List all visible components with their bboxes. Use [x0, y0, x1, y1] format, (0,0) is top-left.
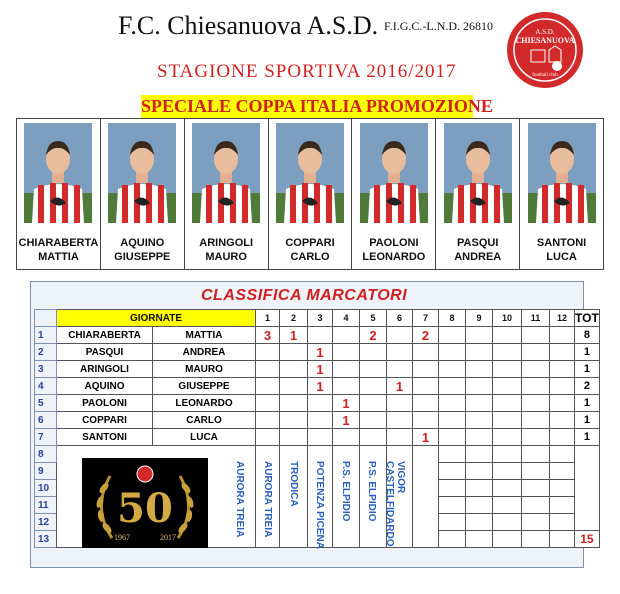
- goal-cell: [439, 327, 466, 344]
- goal-cell: 2: [413, 327, 439, 344]
- total-cell: 1: [575, 395, 600, 412]
- goal-cell: [413, 344, 439, 361]
- goal-cell: [522, 480, 550, 497]
- goal-cell: [493, 429, 522, 446]
- goal-cell: 1: [413, 429, 439, 446]
- goal-cell: [493, 378, 522, 395]
- player-card: [101, 119, 185, 269]
- goal-cell: [522, 531, 550, 548]
- opponent-label: AURORA TREIA: [234, 461, 245, 538]
- goal-cell: [522, 446, 550, 463]
- player-card: [352, 119, 436, 269]
- goal-cell: [387, 361, 413, 378]
- goal-cell: [387, 344, 413, 361]
- opponent-label: P.S. ELPIDIO: [366, 461, 377, 522]
- total-cell: 1: [575, 344, 600, 361]
- row-number: 10: [35, 480, 57, 497]
- scorer-surname: SANTONI: [57, 429, 153, 446]
- goal-cell: [493, 531, 522, 548]
- giornate-header: GIORNATE: [57, 310, 256, 327]
- matchday-header: 11: [522, 310, 550, 327]
- svg-text:CHIESANUOVA: CHIESANUOVA: [515, 36, 575, 45]
- goal-cell: [439, 531, 466, 548]
- goal-cell: [308, 429, 333, 446]
- emblem-end-year: 2017: [160, 533, 176, 542]
- goal-cell: 1: [387, 378, 413, 395]
- row-number: 6: [35, 412, 57, 429]
- goal-cell: [256, 395, 280, 412]
- row-number: 11: [35, 497, 57, 514]
- player-firstname: MAURO: [205, 251, 247, 263]
- total-cell: 1: [575, 361, 600, 378]
- table-row: [35, 412, 600, 429]
- goal-cell: 1: [280, 327, 308, 344]
- goal-cell: [360, 378, 387, 395]
- matchday-header: 9: [466, 310, 493, 327]
- player-firstname: MATTIA: [38, 251, 79, 263]
- goal-cell: [308, 327, 333, 344]
- goal-cell: [466, 497, 493, 514]
- goal-cell: 1: [333, 395, 360, 412]
- goal-cell: [522, 361, 550, 378]
- scorer-surname: ARINGOLI: [57, 361, 153, 378]
- goal-cell: [280, 412, 308, 429]
- opponent-label: P.S. ELPIDIO: [340, 461, 351, 522]
- goal-cell: 1: [333, 412, 360, 429]
- matchday-header: 4: [333, 310, 360, 327]
- scorer-firstname: LEONARDO: [153, 395, 256, 412]
- player-firstname: ANDREA: [454, 251, 502, 263]
- goal-cell: [413, 395, 439, 412]
- goal-cell: 3: [256, 327, 280, 344]
- goal-cell: [333, 344, 360, 361]
- goal-cell: [439, 395, 466, 412]
- goal-cell: [280, 344, 308, 361]
- goal-cell: [280, 361, 308, 378]
- scorer-surname: PAOLONI: [57, 395, 153, 412]
- goal-cell: [439, 361, 466, 378]
- goal-cell: [493, 463, 522, 480]
- player-name: [285, 236, 334, 264]
- goal-cell: [387, 429, 413, 446]
- goal-cell: [439, 446, 466, 463]
- goal-cell: [439, 429, 466, 446]
- goal-cell: [280, 378, 308, 395]
- player-card: [269, 119, 353, 269]
- goal-cell: [493, 327, 522, 344]
- opponent-label: TRODICA: [288, 461, 299, 507]
- opponent-label: POTENZA PICENA: [314, 461, 325, 549]
- club-name: F.C. Chiesanuova A.S.D.: [118, 11, 379, 40]
- goal-cell: [387, 327, 413, 344]
- goal-cell: [256, 378, 280, 395]
- goal-cell: [439, 480, 466, 497]
- matchday-header: 8: [439, 310, 466, 327]
- goal-cell: [466, 378, 493, 395]
- goal-cell: [466, 531, 493, 548]
- goal-cell: [439, 463, 466, 480]
- goal-cell: [333, 429, 360, 446]
- player-surname: CHIARABERTA: [18, 237, 99, 249]
- goal-cell: [256, 429, 280, 446]
- goal-cell: [360, 361, 387, 378]
- player-surname: SANTONI: [536, 237, 587, 249]
- matchday-header: 6: [387, 310, 413, 327]
- goal-cell: [308, 395, 333, 412]
- goal-cell: [256, 361, 280, 378]
- player-photo: [444, 123, 512, 223]
- player-name: [19, 236, 99, 264]
- players-strip: [16, 118, 604, 270]
- player-name: [362, 236, 425, 264]
- goal-cell: [522, 395, 550, 412]
- goal-cell: [466, 446, 493, 463]
- header-blank: [35, 310, 57, 327]
- goal-cell: [280, 395, 308, 412]
- table-row: [35, 429, 600, 446]
- goal-cell: 2: [360, 327, 387, 344]
- goal-cell: [493, 344, 522, 361]
- scorer-firstname: GIUSEPPE: [153, 378, 256, 395]
- goal-cell: [466, 463, 493, 480]
- goal-cell: 1: [308, 361, 333, 378]
- emblem-start-year: 1967: [114, 533, 130, 542]
- matchday-header: 3: [308, 310, 333, 327]
- goal-cell: [550, 463, 575, 480]
- goal-cell: [550, 344, 575, 361]
- player-photo: [192, 123, 260, 223]
- goal-cell: [522, 412, 550, 429]
- tot-header: TOT: [575, 311, 599, 325]
- goal-cell: [360, 412, 387, 429]
- goal-cell: 1: [308, 378, 333, 395]
- goal-cell: [550, 361, 575, 378]
- row-number: 7: [35, 429, 57, 446]
- goal-cell: [413, 361, 439, 378]
- goal-cell: [360, 395, 387, 412]
- goal-cell: [522, 463, 550, 480]
- row-number: 5: [35, 395, 57, 412]
- goal-cell: [360, 344, 387, 361]
- player-name: [454, 236, 501, 264]
- matchday-header: 10: [493, 310, 522, 327]
- goal-cell: [308, 412, 333, 429]
- scorer-surname: CHIARABERTA: [57, 327, 153, 344]
- club-logo-icon: [505, 10, 585, 90]
- table-header-row: [35, 310, 600, 327]
- player-name: [537, 236, 586, 264]
- opponent-label: AURORA TREIA: [262, 461, 273, 538]
- table-row: [35, 327, 600, 344]
- goal-cell: [493, 497, 522, 514]
- special-banner: SPECIALE COPPA ITALIA PROMOZIONE: [141, 96, 493, 116]
- scorer-firstname: ANDREA: [153, 344, 256, 361]
- player-photo: [24, 123, 92, 223]
- goal-cell: [493, 395, 522, 412]
- goal-cell: [522, 429, 550, 446]
- matchday-header: 5: [360, 310, 387, 327]
- player-firstname: CARLO: [290, 251, 330, 263]
- goal-cell: 1: [308, 344, 333, 361]
- goal-cell: [550, 429, 575, 446]
- goal-cell: [387, 395, 413, 412]
- player-photo: [108, 123, 176, 223]
- goal-cell: [522, 497, 550, 514]
- goal-cell: [550, 497, 575, 514]
- goal-cell: [439, 412, 466, 429]
- goal-cell: [280, 429, 308, 446]
- player-firstname: GIUSEPPE: [114, 251, 171, 263]
- player-surname: COPPARI: [285, 237, 335, 249]
- player-card: [185, 119, 269, 269]
- row-number: 9: [35, 463, 57, 480]
- goal-cell: [493, 480, 522, 497]
- goal-cell: [550, 446, 575, 463]
- player-photo: [528, 123, 596, 223]
- table-row: [35, 361, 600, 378]
- player-photo: [360, 123, 428, 223]
- row-number: 13: [35, 531, 57, 548]
- goal-cell: [550, 327, 575, 344]
- goal-cell: [493, 361, 522, 378]
- player-name: [199, 236, 253, 264]
- goal-cell: [522, 344, 550, 361]
- table-row: [35, 395, 600, 412]
- player-card: [520, 119, 603, 269]
- goal-cell: [550, 378, 575, 395]
- goal-cell: [439, 514, 466, 531]
- player-photo: [276, 123, 344, 223]
- goal-cell: [439, 378, 466, 395]
- table-row: [35, 344, 600, 361]
- grand-total: 15: [575, 531, 600, 548]
- goal-cell: [413, 378, 439, 395]
- goal-cell: [333, 361, 360, 378]
- scorer-firstname: MATTIA: [153, 327, 256, 344]
- goal-cell: [550, 412, 575, 429]
- matchday-header: 2: [280, 310, 308, 327]
- player-surname: AQUINO: [120, 237, 165, 249]
- total-cell: 2: [575, 378, 600, 395]
- row-number: 8: [35, 446, 57, 463]
- goal-cell: [550, 531, 575, 548]
- goal-cell: [466, 361, 493, 378]
- row-number: 3: [35, 361, 57, 378]
- goal-cell: [466, 412, 493, 429]
- total-cell: 1: [575, 412, 600, 429]
- emblem-number: 50: [117, 485, 173, 532]
- goal-cell: [493, 446, 522, 463]
- player-surname: PASQUI: [457, 237, 499, 249]
- table-row: [35, 378, 600, 395]
- goal-cell: [256, 412, 280, 429]
- scorer-surname: AQUINO: [57, 378, 153, 395]
- opponent-label: VIGOR CASTELFIDARDO: [384, 461, 406, 547]
- player-name: [114, 236, 170, 264]
- season-title: STAGIONE SPORTIVA 2016/2017: [157, 61, 457, 82]
- scorer-firstname: CARLO: [153, 412, 256, 429]
- anniversary-emblem-icon: [82, 458, 208, 548]
- goal-cell: [522, 514, 550, 531]
- federation-code: F.I.G.C.-L.N.D. 26810: [384, 19, 494, 33]
- goal-cell: [550, 395, 575, 412]
- goal-cell: [466, 514, 493, 531]
- player-surname: ARINGOLI: [199, 237, 254, 249]
- goal-cell: [493, 412, 522, 429]
- goal-cell: [333, 327, 360, 344]
- goal-cell: [256, 344, 280, 361]
- total-cell: 1: [575, 429, 600, 446]
- goal-cell: [333, 378, 360, 395]
- total-cell: [575, 446, 600, 531]
- svg-text:A.S.D.: A.S.D.: [535, 28, 555, 36]
- goal-cell: [413, 412, 439, 429]
- goal-cell: [439, 344, 466, 361]
- standings-title: CLASSIFICA MARCATORI: [201, 287, 408, 304]
- goal-cell: [522, 378, 550, 395]
- row-number: 4: [35, 378, 57, 395]
- goal-cell: [550, 480, 575, 497]
- scorer-surname: PASQUI: [57, 344, 153, 361]
- goal-cell: [550, 514, 575, 531]
- scorer-firstname: LUCA: [153, 429, 256, 446]
- player-firstname: LEONARDO: [362, 251, 426, 263]
- row-number: 12: [35, 514, 57, 531]
- matchday-header: 12: [550, 310, 575, 327]
- player-card: [17, 119, 101, 269]
- goal-cell: [466, 395, 493, 412]
- svg-text:football club: football club: [532, 73, 558, 78]
- matchday-header: 1: [256, 310, 280, 327]
- goal-cell: [466, 344, 493, 361]
- goal-cell: [493, 514, 522, 531]
- player-card: [436, 119, 520, 269]
- opponent-cell: [413, 446, 439, 548]
- row-number: 1: [35, 327, 57, 344]
- goal-cell: [466, 429, 493, 446]
- player-surname: PAOLONI: [369, 237, 419, 249]
- goal-cell: [522, 327, 550, 344]
- goal-cell: [360, 429, 387, 446]
- row-number: 2: [35, 344, 57, 361]
- scorer-firstname: MAURO: [153, 361, 256, 378]
- player-firstname: LUCA: [546, 251, 577, 263]
- matchday-header: 7: [413, 310, 439, 327]
- goal-cell: [387, 412, 413, 429]
- total-cell: 8: [575, 327, 600, 344]
- scorer-surname: COPPARI: [57, 412, 153, 429]
- goal-cell: [466, 327, 493, 344]
- goal-cell: [466, 480, 493, 497]
- goal-cell: [439, 497, 466, 514]
